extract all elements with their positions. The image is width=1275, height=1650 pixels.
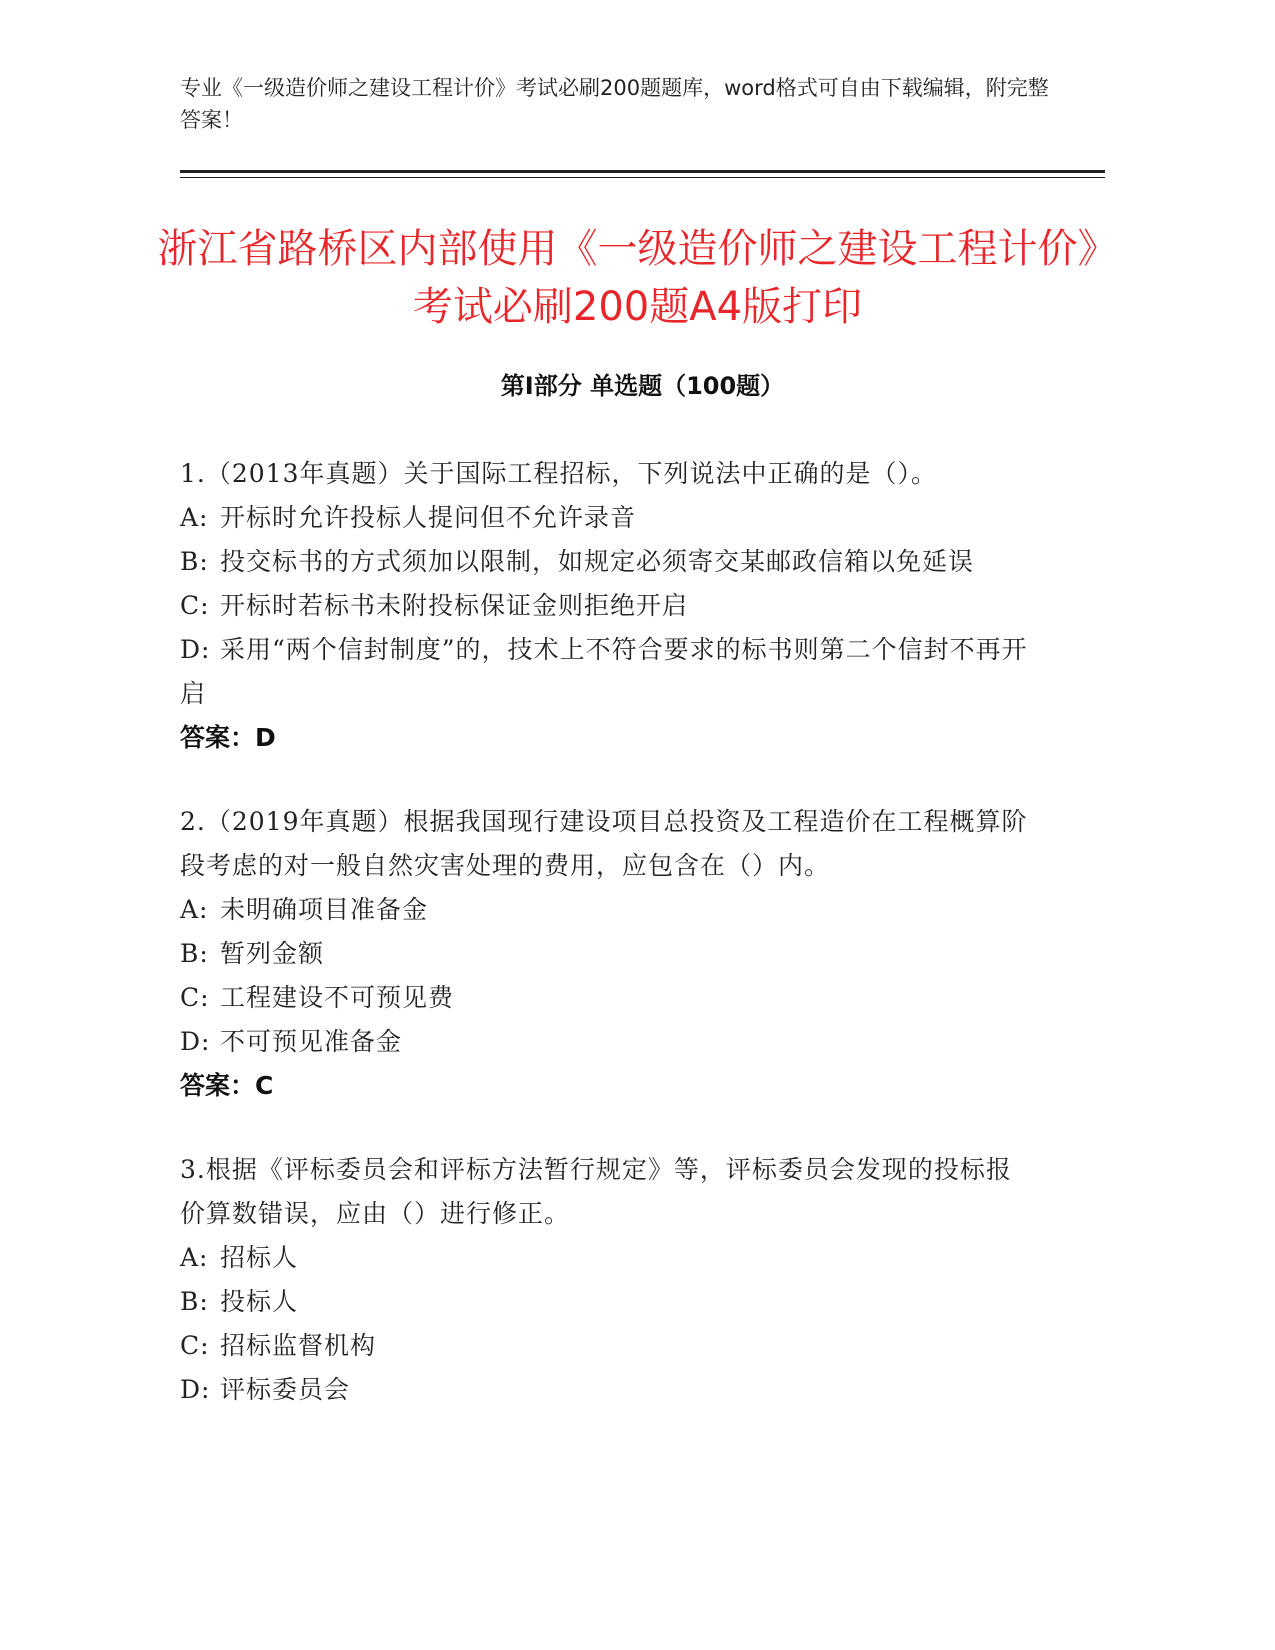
option-text: 招标监督机构 — [220, 1331, 377, 1360]
header-rule-thin — [180, 177, 1105, 178]
option-c — [180, 584, 1030, 628]
option-a — [180, 1236, 1030, 1280]
question-2 — [180, 800, 1030, 1108]
option-key: D: — [180, 1027, 211, 1056]
header-note: 专业《一级造价师之建设工程计价》考试必刷200题题库，word格式可自由下载编辑，附完整答案！ — [180, 76, 1049, 132]
option-text: 评标委员会 — [220, 1375, 351, 1404]
option-key: D: — [180, 635, 211, 664]
option-d — [180, 1368, 1030, 1412]
option-key: C: — [180, 591, 210, 620]
answer-line: 答案：D — [180, 723, 276, 752]
option-text: 未明确项目准备金 — [220, 895, 429, 924]
option-d — [180, 628, 1030, 716]
document-title: 浙江省路桥区内部使用《一级造价师之建设工程计价》考试必刷200题A4版打印 — [157, 226, 1118, 330]
section-heading: 第Ⅰ部分 单选题（100题） — [500, 372, 785, 400]
option-b — [180, 1280, 1030, 1324]
option-text: 投交标书的方式须加以限制，如规定必须寄交某邮政信箱以免延误 — [220, 547, 975, 576]
option-text: 工程建设不可预见费 — [220, 983, 455, 1012]
option-b — [180, 932, 1030, 976]
option-key: C: — [180, 983, 210, 1012]
option-text: 不可预见准备金 — [220, 1027, 403, 1056]
option-d — [180, 1020, 1030, 1064]
option-text: 开标时若标书未附投标保证金则拒绝开启 — [220, 591, 689, 620]
option-c — [180, 1324, 1030, 1368]
option-text: 开标时允许投标人提问但不允许录音 — [220, 503, 637, 532]
question-list — [180, 452, 1030, 1452]
option-key: A: — [180, 503, 209, 532]
question-3 — [180, 1148, 1030, 1412]
option-key: D: — [180, 1375, 211, 1404]
option-text: 投标人 — [220, 1287, 299, 1316]
option-key: A: — [180, 895, 209, 924]
option-text: 招标人 — [220, 1243, 299, 1272]
answer-line: 答案：C — [180, 1071, 274, 1100]
option-key: B: — [180, 1287, 209, 1316]
option-key: C: — [180, 1331, 210, 1360]
option-a — [180, 888, 1030, 932]
option-key: B: — [180, 939, 209, 968]
option-b — [180, 540, 1030, 584]
option-text: 暂列金额 — [220, 939, 325, 968]
option-key: A: — [180, 1243, 209, 1272]
question-1 — [180, 452, 1030, 760]
option-key: B: — [180, 547, 209, 576]
option-a — [180, 496, 1030, 540]
option-c — [180, 976, 1030, 1020]
question-stem: 1.（2013年真题）关于国际工程招标，下列说法中正确的是（）。 — [180, 459, 937, 488]
question-stem: 3.根据《评标委员会和评标方法暂行规定》等，评标委员会发现的投标报价算数错误，应由（）进行修正。 — [180, 1155, 1012, 1228]
option-text: 采用“两个信封制度”的，技术上不符合要求的标书则第二个信封不再开启 — [180, 635, 1028, 708]
header-rule-thick — [180, 170, 1105, 173]
question-stem: 2.（2019年真题）根据我国现行建设项目总投资及工程造价在工程概算阶段考虑的对一般自然灾害处理的费用，应包含在（）内。 — [180, 807, 1028, 880]
